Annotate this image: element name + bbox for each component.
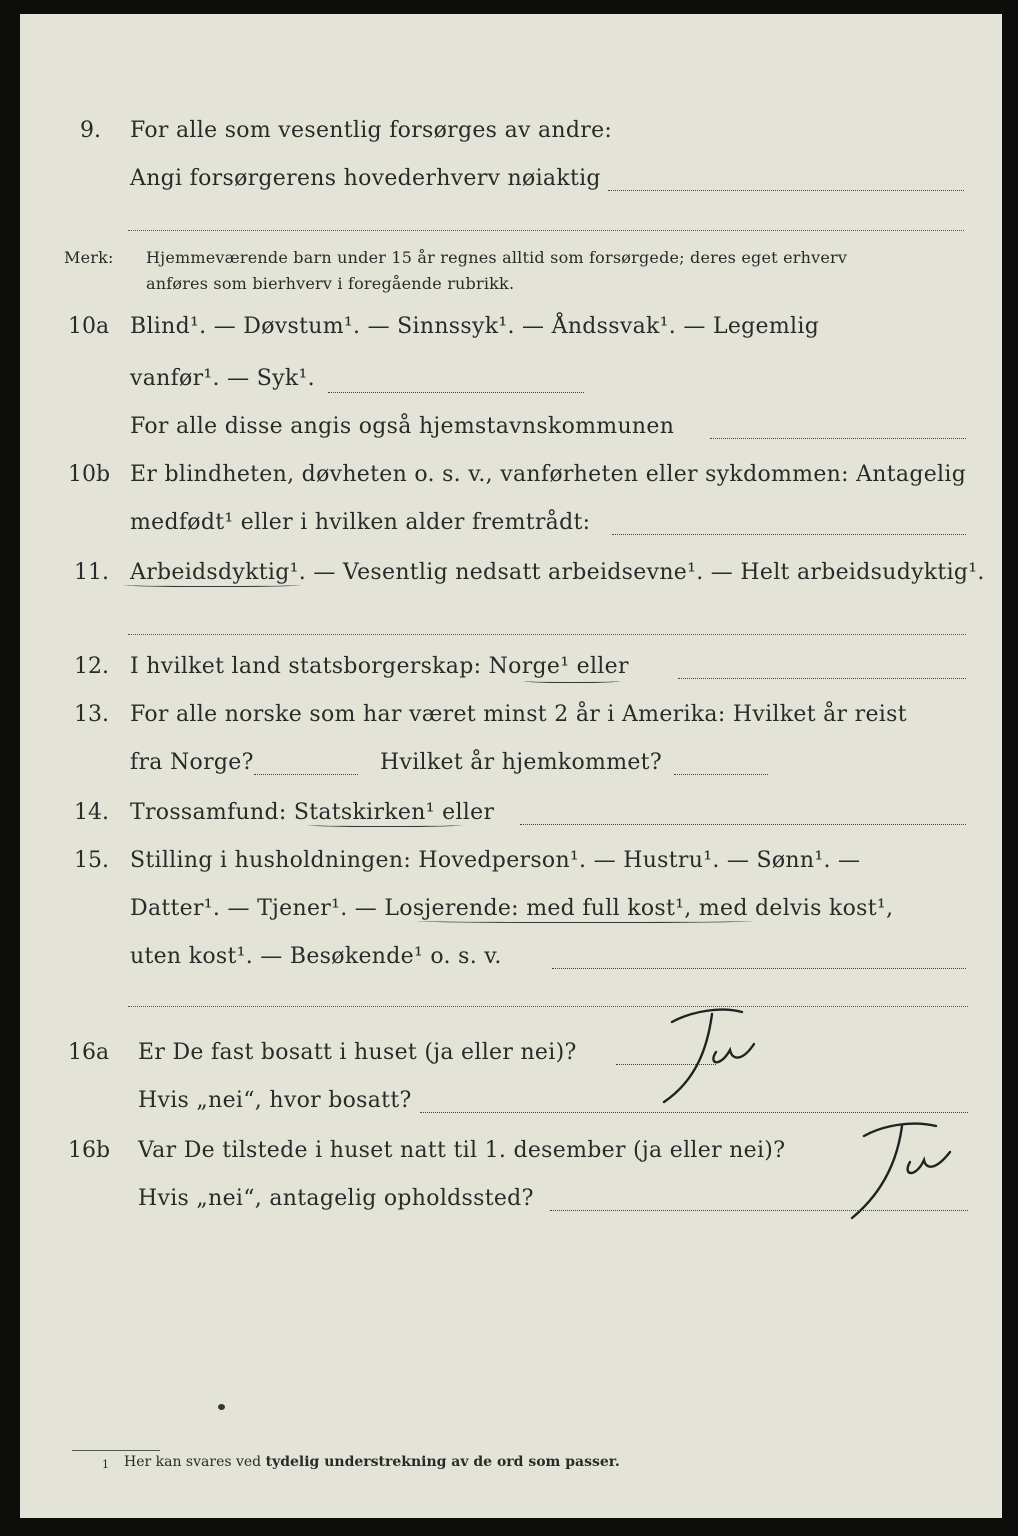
- footnote-bold: tydelig understrekning av de ord som passer.: [265, 1454, 620, 1470]
- census-form-page: [20, 14, 1002, 1518]
- q12-line1: I hvilket land statsborgerskap: Norge¹ eller: [130, 654, 629, 679]
- q11-line1: Arbeidsdyktig¹. — Vesentlig nedsatt arbeidsevne¹. — Helt arbeidsudyktig¹.: [130, 560, 985, 585]
- q10a-line3: For alle disse angis også hjemstavnskommunen: [130, 414, 675, 439]
- q10a-line2: vanfør¹. — Syk¹.: [130, 366, 315, 391]
- q14-number: 14.: [74, 800, 109, 825]
- q16a-line2: Hvis „nei“, hvor bosatt?: [138, 1088, 412, 1113]
- q10a-answer-line: [328, 392, 584, 393]
- q10b-line2: medfødt¹ eller i hvilken alder fremtrådt:: [130, 510, 591, 535]
- footnote-rule: [72, 1450, 160, 1451]
- q13-number: 13.: [74, 702, 109, 727]
- q16b-line1: Var De tilstede i huset natt til 1. desember (ja eller nei)?: [138, 1138, 786, 1163]
- q12-answer-line: [678, 678, 966, 679]
- q10b-answer-line: [612, 534, 966, 535]
- q15-answer-line-2: [128, 1006, 968, 1007]
- q15-underline-losjerende: [418, 918, 752, 923]
- q16a-number: 16a: [68, 1040, 110, 1065]
- q10a-hjemstavn-line: [710, 438, 966, 439]
- q16b-handwritten-answer: [824, 1114, 964, 1224]
- q9-line2: Angi forsørgerens hovederhverv nøiaktig: [130, 166, 601, 191]
- q9-answer-line: [608, 190, 964, 191]
- q12-underline-norge: [524, 678, 620, 683]
- q16a-line1: Er De fast bosatt i huset (ja eller nei)?: [138, 1040, 577, 1065]
- q12-number: 12.: [74, 654, 109, 679]
- q13-line2a: fra Norge?: [130, 750, 254, 775]
- q13-line1: For alle norske som har været minst 2 år i Amerika: Hvilket år reist: [130, 702, 907, 727]
- q9-line1: For alle som vesentlig forsørges av andre:: [130, 118, 613, 143]
- q15-line2: Datter¹. — Tjener¹. — Losjerende: med full kost¹, med delvis kost¹,: [130, 896, 894, 921]
- q10b-line1: Er blindheten, døvheten o. s. v., vanførheten eller sykdommen: Antagelig: [130, 462, 967, 487]
- q15-number: 15.: [74, 848, 109, 873]
- merk-line1: Hjemmeværende barn under 15 år regnes alltid som forsørgede; deres eget erhverv: [146, 248, 848, 267]
- q14-answer-line: [520, 824, 966, 825]
- q13-reist-line: [254, 774, 358, 775]
- q13-hjemkommet-line: [674, 774, 768, 775]
- q14-underline-statskirken: [308, 822, 462, 827]
- q11-underline-arbeidsdyktig: [124, 582, 300, 587]
- footnote-mark: 1: [102, 1458, 109, 1471]
- q16b-opholdssted-line: [550, 1210, 968, 1211]
- footnote-prefix: Her kan svares ved: [124, 1454, 262, 1470]
- q16a-handwritten-answer: [650, 1004, 780, 1114]
- ink-dot: [218, 1404, 225, 1410]
- q15-line1: Stilling i husholdningen: Hovedperson¹. — Hustru¹. — Sønn¹. —: [130, 848, 861, 873]
- merk-line2: anføres som bierhverv i foregående rubrikk.: [146, 274, 515, 293]
- q10a-line1: Blind¹. — Døvstum¹. — Sinnssyk¹. — Åndssvak¹. — Legemlig: [130, 314, 820, 339]
- q16a-bosatt-line: [420, 1112, 968, 1113]
- q14-line1: Trossamfund: Statskirken¹ eller: [130, 800, 495, 825]
- q15-answer-line: [552, 968, 966, 969]
- q10b-number: 10b: [68, 462, 111, 487]
- q13-line2b: Hvilket år hjemkommet?: [380, 750, 662, 775]
- merk-label: Merk:: [64, 248, 114, 267]
- q11-answer-line: [128, 634, 966, 635]
- q15-line3: uten kost¹. — Besøkende¹ o. s. v.: [130, 944, 502, 969]
- q16b-number: 16b: [68, 1138, 111, 1163]
- q10a-number: 10a: [68, 314, 110, 339]
- q9-number: 9.: [80, 118, 101, 143]
- q11-number: 11.: [74, 560, 109, 585]
- footnote-text: [124, 1454, 620, 1470]
- q9-answer-line-2: [128, 230, 964, 231]
- q16b-line2: Hvis „nei“, antagelig opholdssted?: [138, 1186, 534, 1211]
